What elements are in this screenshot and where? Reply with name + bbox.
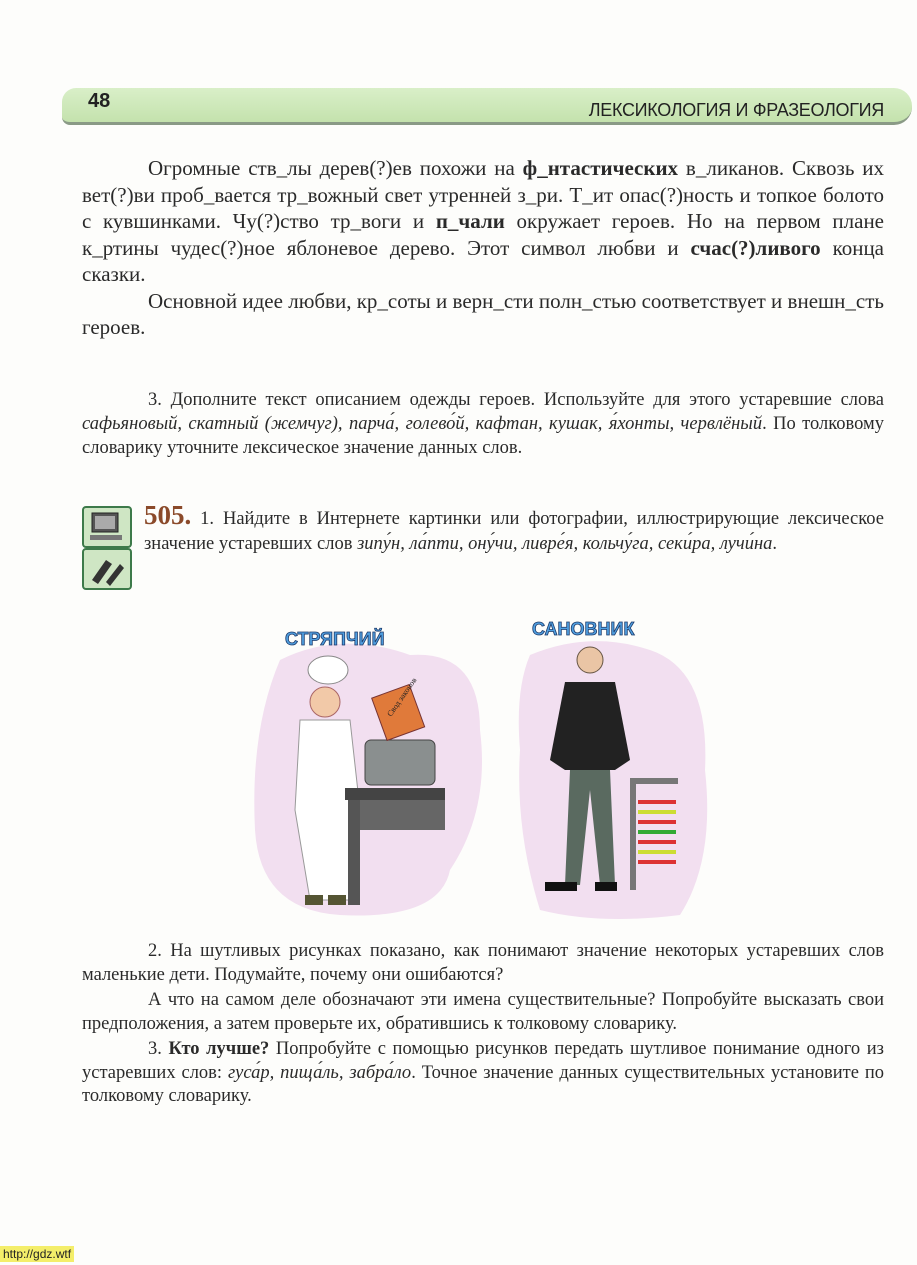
paragraph [82,940,884,987]
section-title: ЛЕКСИКОЛОГИЯ И ФРАЗЕОЛОГИЯ [588,100,884,120]
task-3-text [82,388,884,460]
story-text [82,155,884,341]
bold-word: п_чали [435,209,505,233]
text-run: Основной идее любви, кр_соты и верн_сти полн_стью соответствует и внешн_сть героев. [82,288,884,339]
paragraph [82,989,884,1036]
exercise-505 [144,500,884,557]
tasks-bottom [82,940,884,1111]
bold-word: ф_нтастических [522,156,679,180]
text-run: 1. Найдите в Интернете картинки или фотографии, иллюстрирующие лексическое значение устаревших слов [144,509,884,554]
text-run: . [772,534,777,554]
page-header [62,88,912,125]
illustrations [250,610,720,930]
text-run: Попробуйте с помощью рисунков передать шутливое понимание одного из устаревших слов: [82,1039,884,1083]
text-run: Огромные ств_лы дерев(?)ев похожи на [148,156,523,180]
bold-word: Кто лучше? [168,1039,270,1059]
watermark-link[interactable]: http://gdz.wtf [0,1246,74,1262]
italic-words: гуса́р, пища́ль, забра́ло [227,1062,412,1083]
exercise-number: 505. [144,500,192,530]
italic-words: зипу́н, ла́пти, ону́чи, ливре́я, кольчу́га, секи́ра, лучи́на [357,534,773,554]
text-run: конца сказки. [82,235,885,286]
text-run: . Точное значение данных существительных установите по толковому словарику. [82,1062,884,1106]
right-caption: САНОВНИК [532,619,635,639]
pencil-pen-icon [82,548,132,590]
computer-icon [82,506,132,548]
page-number: 48 [88,90,111,112]
bold-word: счас(?)ливого [690,235,821,260]
text-run: А что на самом деле обозначают эти имена существительные? Попробуйте высказать свои предположения, а затем проверьте их, обратившись к толковому словарику. [82,990,884,1034]
exercise-text [144,509,884,554]
paragraph [82,288,884,341]
text-run: . По толковому словарику уточните лексическое значение данных слов. [82,414,885,458]
paragraph [82,1038,884,1109]
left-caption: СТРЯПЧИЙ [285,629,385,649]
italic-words: сафьяновый, скатный (жемчуг), парча́, голево́й, кафтан, кушак, я́хонты, червлёный [82,414,763,434]
text-run: в_ликанов. Сквозь их вет(?)ви проб_вается тр_вожный свет утренней з_ри. Т_ит опас(?)ность и топкое болото с кувшинками. Чу(?)ство тр_воги и [82,156,884,233]
text-run: 2. На шутливых рисунках показано, как понимают значение некоторых устаревших слов маленькие дети. Подумайте, почему они ошибаются? [82,941,884,985]
book-label: Свод законов [385,675,419,719]
paragraph [82,155,884,288]
paragraph [82,388,884,460]
text-run: 3. [148,1039,169,1059]
text-run: 3. Дополните текст описанием одежды героев. Используйте для этого устаревшие слова [148,390,884,410]
text-run: окружает героев. Но на первом плане к_ртины чудес(?)ное яблоневое дерево. Этот символ любви и [82,209,884,260]
